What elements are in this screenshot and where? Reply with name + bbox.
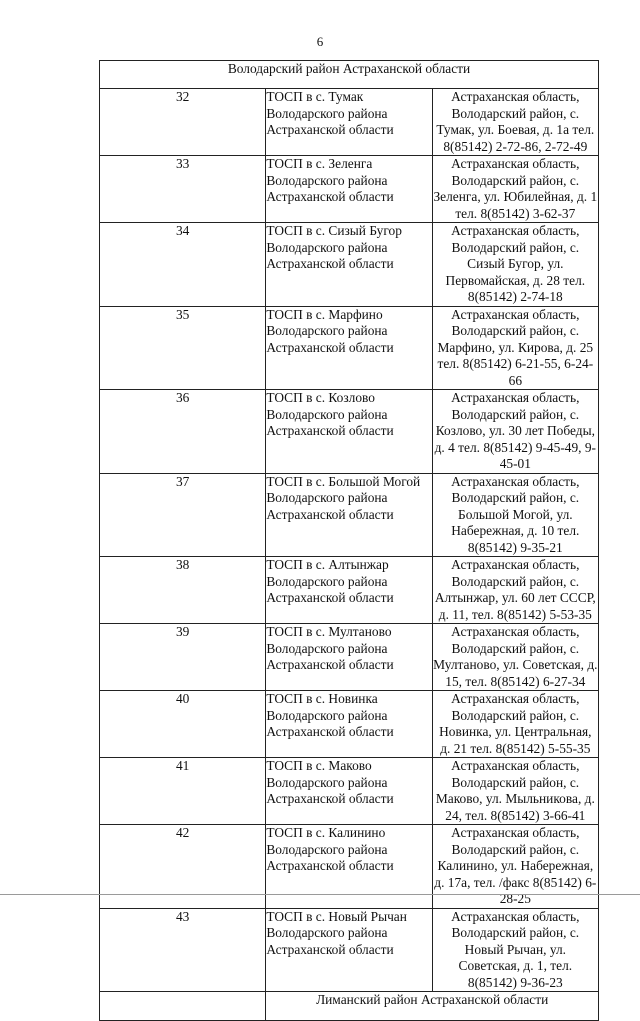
- office-address: Астраханская область, Володарский район, с. Калинино, ул. Набережная, д. 17а, тел. /факс 8(85142) 6-28-25: [432, 825, 598, 909]
- office-address: Астраханская область, Володарский район, с. Новый Рычан, ул. Советская, д. 1, тел. 8(85142) 9-36-23: [432, 908, 598, 992]
- office-name: ТОСП в с. Зеленга Володарского района Астраханской области: [266, 156, 432, 223]
- table-row: [100, 89, 599, 156]
- section-title-volodarsky: Володарский район Астраханской области: [100, 61, 599, 89]
- office-address: Астраханская область, Володарский район, с. Новинка, ул. Центральная, д. 21 тел. 8(85142) 5-55-35: [432, 691, 598, 758]
- row-number: 38: [100, 557, 266, 624]
- table-row: [100, 390, 599, 474]
- office-address: Астраханская область, Володарский район, с. Сизый Бугор, ул. Первомайская, д. 28 тел. 8(85142) 2-74-18: [432, 223, 598, 307]
- table-row: [100, 758, 599, 825]
- section-header-row: [100, 992, 599, 1021]
- table-row: [100, 306, 599, 390]
- row-number: 35: [100, 306, 266, 390]
- row-number: 32: [100, 89, 266, 156]
- table-row: [100, 473, 599, 557]
- office-name: ТОСП в с. Сизый Бугор Володарского района Астраханской области: [266, 223, 432, 307]
- row-number: 36: [100, 390, 266, 474]
- table-row: [100, 908, 599, 992]
- office-name: ТОСП в с. Большой Могой Володарского района Астраханской области: [266, 473, 432, 557]
- table-row: [100, 825, 599, 909]
- office-name: ТОСП в с. Калинино Володарского района Астраханской области: [266, 825, 432, 909]
- office-name: ТОСП в с. Алтынжар Володарского района Астраханской области: [266, 557, 432, 624]
- row-number: 34: [100, 223, 266, 307]
- row-number: 33: [100, 156, 266, 223]
- office-name: ТОСП в с. Маково Володарского района Астраханской области: [266, 758, 432, 825]
- office-address: Астраханская область, Володарский район, с. Большой Могой, ул. Набережная, д. 10 тел. 8(85142) 9-35-21: [432, 473, 598, 557]
- table-row: [100, 557, 599, 624]
- office-name: ТОСП в с. Козлово Володарского района Астраханской области: [266, 390, 432, 474]
- office-name: ТОСП в с. Новинка Володарского района Астраханской области: [266, 691, 432, 758]
- page-number: 6: [316, 34, 324, 49]
- office-address: Астраханская область, Володарский район, с. Марфино, ул. Кирова, д. 25 тел. 8(85142) 6-21-55, 6-24-66: [432, 306, 598, 390]
- scan-edge-line: [0, 894, 640, 895]
- empty-number-cell: [100, 992, 266, 1021]
- table-row: [100, 624, 599, 691]
- office-address: Астраханская область, Володарский район, с. Зеленга, ул. Юбилейная, д. 1 тел. 8(85142) 3-62-37: [433, 156, 598, 221]
- office-name: ТОСП в с. Марфино Володарского района Астраханской области: [266, 306, 432, 390]
- office-address: Астраханская область, Володарский район, с. Алтынжар, ул. 60 лет СССР, д. 11, тел. 8(85142) 5-53-35: [432, 557, 598, 624]
- table-row: [100, 691, 599, 758]
- row-number: 39: [100, 624, 266, 691]
- office-address: Астраханская область, Володарский район, с. Маково, ул. Мыльникова, д. 24, тел. 8(85142) 3-66-41: [432, 758, 598, 825]
- office-name: ТОСП в с. Новый Рычан Володарского района Астраханской области: [266, 908, 432, 992]
- section-header-row: [100, 61, 599, 89]
- office-address: Астраханская область, Володарский район, с. Тумак, ул. Боевая, д. 1а тел. 8(85142) 2-72-86, 2-72-49: [432, 89, 598, 156]
- row-number: 42: [100, 825, 266, 909]
- office-address: Астраханская область, Володарский район, с. Мултаново, ул. Советская, д. 15, тел. 8(85142) 6-27-34: [433, 624, 598, 689]
- section-title-limansky: Лиманский район Астраханской области: [266, 992, 599, 1021]
- offices-table: [99, 60, 599, 1021]
- office-address: Астраханская область, Володарский район, с. Козлово, ул. 30 лет Победы, д. 4 тел. 8(85142) 9-45-49, 9-45-01: [432, 390, 598, 474]
- table-row: [100, 223, 599, 307]
- row-number: 41: [100, 758, 266, 825]
- row-number: 37: [100, 473, 266, 557]
- row-number: 40: [100, 691, 266, 758]
- table-row: [100, 156, 599, 223]
- row-number: 43: [100, 908, 266, 992]
- office-name: ТОСП в с. Мултаново Володарского района Астраханской области: [266, 624, 432, 691]
- office-name: ТОСП в с. Тумак Володарского района Астраханской области: [266, 89, 432, 156]
